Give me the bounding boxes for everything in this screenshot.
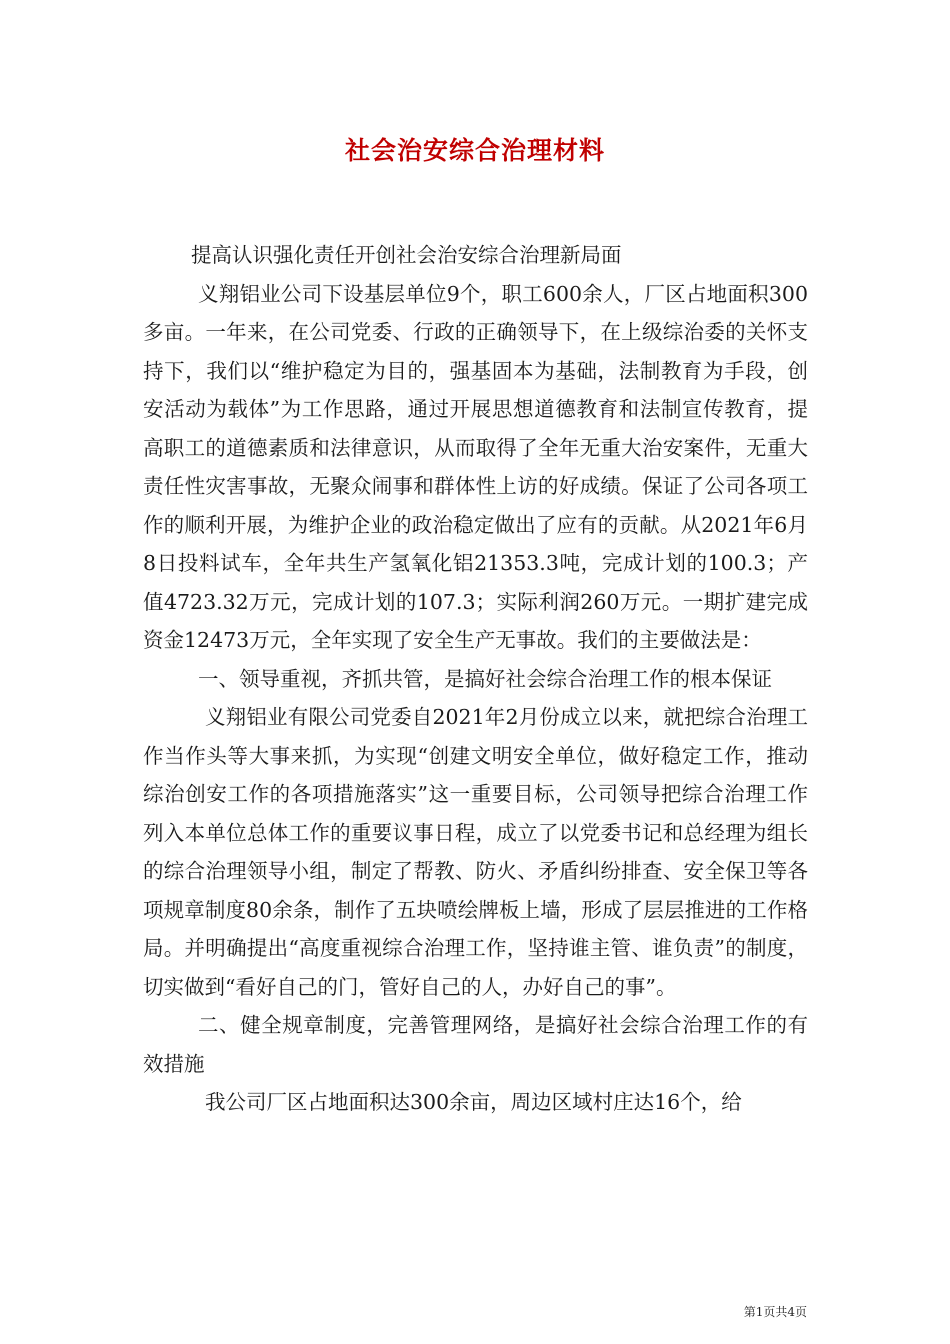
document-title: 社会治安综合治理材料	[344, 136, 605, 165]
section-heading-2: 二、健全规章制度，完善管理网络，是搞好社会综合治理工作的有效措施	[143, 1013, 808, 1076]
section-heading-1: 一、领导重视，齐抓共管，是搞好社会综合治理工作的根本保证	[198, 666, 772, 691]
document-body	[143, 236, 808, 1122]
document-subtitle: 提高认识强化责任开创社会治安综合治理新局面	[191, 243, 622, 267]
paragraph-intro: 义翔铝业公司下设基层单位9个，职工600余人，厂区占地面积300多亩。一年来，在公司党委、行政的正确领导下，在上级综治委的关怀支持下，我们以“维护稳定为目的，强基固本为基础，法制教育为手段，创安活动为载体”为工作思路，通过开展思想道德教育和法制宣传教育，提高职工的道德素质和法律意识，从而取得了全年无重大治安案件，无重大责任性灾害事故，无聚众闹事和群体性上访的好成绩。保证了公司各项工作的顺利开展，为维护企业的政治稳定做出了应有的贡献。从2021年6月8日投料试车，全年共生产氢氧化铝21353.3吨，完成计划的100.3；产值4723.32万元，完成计划的107.3；实际利润260万元。一期扩建完成资金12473万元，全年实现了安全生产无事故。我们的主要做法是：	[143, 281, 808, 652]
page-number-footer: 第1页共4页	[743, 1305, 807, 1319]
paragraph-section-1: 义翔铝业有限公司党委自2021年2月份成立以来，就把综合治理工作当作头等大事来抓，为实现“创建文明安全单位，做好稳定工作，推动综治创安工作的各项措施落实”这一重要目标，公司领导把综合治理工作列入本单位总体工作的重要议事日程，成立了以党委书记和总经理为组长的综合治理领导小组，制定了帮教、防火、矛盾纠纷排查、安全保卫等各项规章制度80余条，制作了五块喷绘牌板上墙，形成了层层推进的工作格局。并明确提出“高度重视综合治理工作，坚持谁主管、谁负责”的制度，切实做到“看好自己的门，管好自己的人，办好自己的事”。	[143, 705, 808, 999]
paragraph-section-2: 我公司厂区占地面积达300余亩，周边区域村庄达16个，给	[205, 1090, 742, 1114]
